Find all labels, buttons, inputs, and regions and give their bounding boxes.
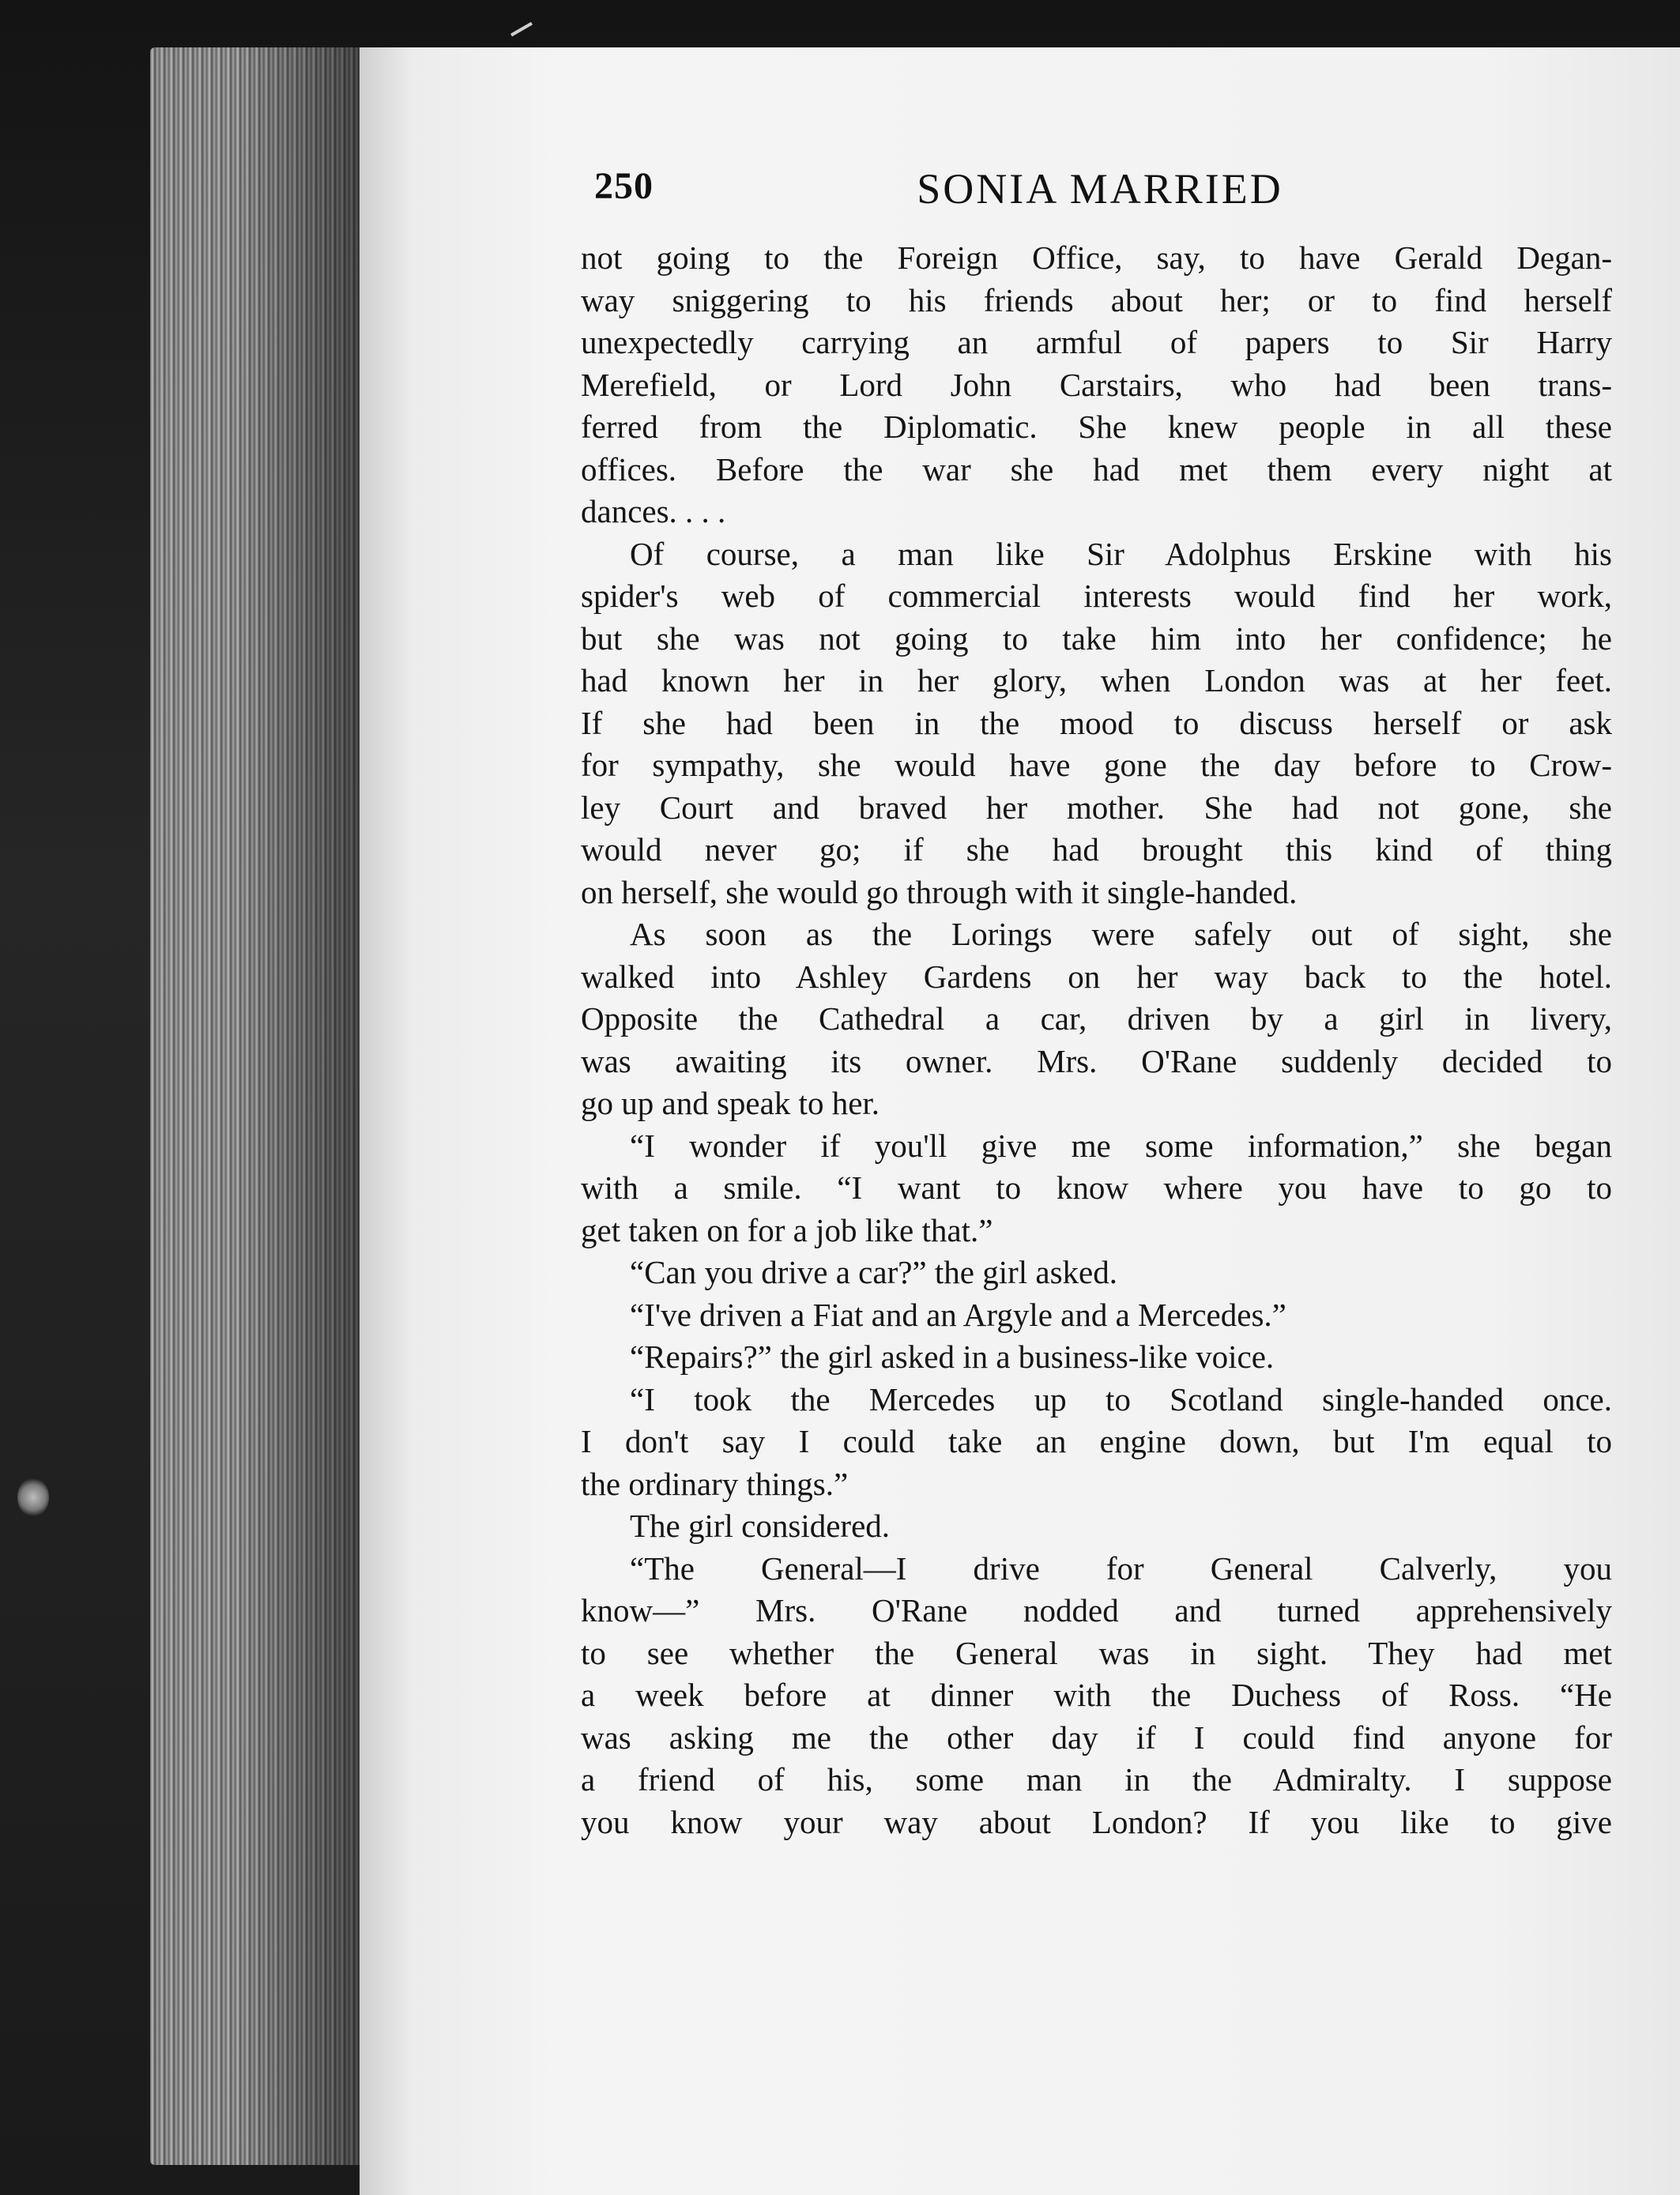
text-line: spider's web of commercial interests would find her work, bbox=[581, 578, 1612, 614]
text-line: for sympathy, she would have gone the day before to Crow- bbox=[581, 747, 1612, 783]
text-line: a friend of his, some man in the Admiralty. I suppose bbox=[581, 1761, 1612, 1798]
page-header bbox=[594, 164, 1606, 220]
book-gutter-shadow bbox=[237, 47, 371, 2165]
text-line: go up and speak to her. bbox=[581, 1085, 880, 1121]
body-text bbox=[581, 237, 1612, 1843]
text-line: dances. . . . bbox=[581, 493, 726, 529]
text-line: Of course, a man like Sir Adolphus Erskine with his bbox=[630, 535, 1612, 572]
text-line: If she had been in the mood to discuss herself or ask bbox=[581, 704, 1612, 741]
running-title: SONIA MARRIED bbox=[917, 165, 1283, 213]
text-line: “The General—I drive for General Calverly, you bbox=[630, 1549, 1612, 1587]
text-line: way sniggering to his friends about her; or to find herself bbox=[581, 281, 1612, 318]
text-line: the ordinary things.” bbox=[581, 1465, 849, 1502]
text-line: offices. Before the war she had met them every night at bbox=[581, 450, 1612, 488]
text-line: The girl considered. bbox=[630, 1508, 891, 1544]
text-line: a week before at dinner with the Duchess of Ross. “He bbox=[581, 1677, 1612, 1713]
text-line: “I've driven a Fiat and an Argyle and a Mercedes.” bbox=[630, 1296, 1286, 1333]
text-line: with a smile. “I want to know where you have to go to bbox=[581, 1169, 1612, 1206]
text-line: was awaiting its owner. Mrs. O'Rane suddenly decided to bbox=[581, 1042, 1612, 1079]
text-line: on herself, she would go through with it single-handed. bbox=[581, 873, 1298, 910]
text-line: “Can you drive a car?” the girl asked. bbox=[630, 1254, 1118, 1290]
text-line: I don't say I could take an engine down, but I'm equal to bbox=[581, 1423, 1612, 1459]
text-line: would never go; if she had brought this kind of thing bbox=[581, 831, 1612, 868]
page-number: 250 bbox=[594, 165, 654, 207]
text-line: “I wonder if you'll give me some information,” she began bbox=[630, 1127, 1612, 1164]
text-line: to see whether the General was in sight. They had met bbox=[581, 1634, 1612, 1671]
text-line: “I took the Mercedes up to Scotland single-handed once. bbox=[630, 1380, 1612, 1418]
text-line: walked into Ashley Gardens on her way back to the hotel. bbox=[581, 958, 1612, 995]
text-line: ferred from the Diplomatic. She knew people in all these bbox=[581, 409, 1612, 445]
text-line: ley Court and braved her mother. She had not gone, she bbox=[581, 789, 1612, 826]
text-line: but she was not going to take him into her confidence; he bbox=[581, 619, 1612, 657]
text-line: Opposite the Cathedral a car, driven by a girl in livery, bbox=[581, 1000, 1612, 1037]
text-line: know—” Mrs. O'Rane nodded and turned apprehensively bbox=[581, 1592, 1612, 1628]
scan-smudge bbox=[17, 1478, 49, 1517]
text-line: As soon as the Lorings were safely out of sight, she bbox=[630, 916, 1612, 952]
text-line: was asking me the other day if I could find anyone for bbox=[581, 1719, 1612, 1756]
text-line: get taken on for a job like that.” bbox=[581, 1211, 993, 1248]
text-line: not going to the Foreign Office, say, to have Gerald Degan- bbox=[581, 239, 1612, 276]
text-line: unexpectedly carrying an armful of papers to Sir Harry bbox=[581, 324, 1612, 360]
text-line: you know your way about London? If you like to give bbox=[581, 1803, 1612, 1840]
text-line: Merefield, or Lord John Carstairs, who had been trans- bbox=[581, 366, 1612, 403]
text-line: had known her in her glory, when London was at her feet. bbox=[581, 662, 1612, 698]
text-line: “Repairs?” the girl asked in a business-like voice. bbox=[630, 1338, 1275, 1375]
